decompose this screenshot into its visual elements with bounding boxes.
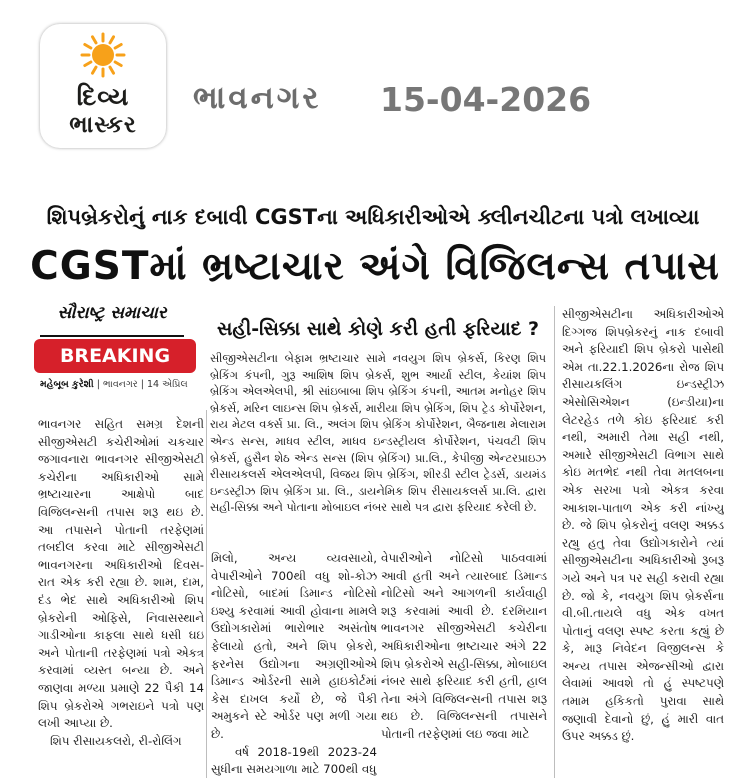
body-column-3: વેપારીઓને નોટિસો પાઠવવામાં આવી હતી અને ત્યારબાદ ડિમાન્ડ નોટિસો અને આગળની કાર્યવાહી શરૂ કરવામાં આવી છે. દરમિયાન ભાવનગર સીજીએસટી કચેરીના અધિકારીઓના ભ્રષ્ટાચાર અંગે 22 શિપ બ્રેકરોએ સહી-સિક્કા, મોબાઇલ નંબર સાથે ફરિયાદ કરી હતી, હાલ તેના અંગે વિજિલન્સની તપાસ શરૂ થઇ છે. વિજિલન્સની તપાસને પોતાની તરફેણમાં લઇ જવા માટે [381, 551, 547, 741]
col2-continuation: વર્ષ 2018-19થી 2023-24 સુધીના સમયગાળા માટે 700થી વધુ [211, 744, 377, 777]
col2-paragraph: મિલો, અન્ય વ્યવસાયો, વેપારીઓને 700થી વધુ શો-કોઝ નોટિસો, બાદમાં ડિમાન્ડ નોટિસો ઇશ્યુ કરવામાં આવી હોવાના મામલે ઉદ્યોગકારોમાં ભારોભાર અસંતોષ ફેલાયો હતો, અને શિપ બ્રેકરો, ફરનેસ ઉદ્યોગના અગ્રણીઓએ ડિમાન્ડ ઓર્ડરની સામે હાઇકોર્ટમાં કેસ દાખલ કર્યો છે, જે પૈકી અમુકને સ્ટે ઓર્ડર પણ મળી ગયા છે. [211, 551, 377, 741]
header-date: 15-04-2026 [380, 80, 592, 119]
col1-paragraph: ભાવનગર સહિત સમગ્ર દેશની સીજીએસટી કચેરીઓમાં ચકચાર જગાવનારા ભાવનગર સીજીએસટી કચેરીના અધિકારીઓ સામે ભ્રષ્ટાચારના આક્ષેપો બાદ વિજિલન્સની તપાસ શરૂ થઇ છે. આ તપાસને પોતાની તરફેણમાં તબદીલ કરવા માટે સીજીએસટી ભાવનગરના અધિકારીઓ દિવસ-રાત એક કરી રહ્યા છે. શામ, દામ, દંડ ભેદ સાથે અધિકારીઓ શિપ બ્રેકરોની ઓફિસે, નિવાસસ્થાને ગાડીઓના કાફલા સાથે ધસી ઘઇ અને પોતાની તરફેણમાં પત્રો એકત્ર કરવામાં વ્યસ્ત બન્યા છે. અને જાણવા મળ્યા પ્રમાણે 22 પૈકી 14 શિપ બ્રેકરોએ ગભરાઇને પત્રો પણ લખી આપ્યા છે. [38, 417, 204, 731]
header-city: ભાવનગર [193, 80, 322, 116]
sun-icon [80, 32, 126, 78]
body-column-4: સીજીએસટીના અધિકારીઓએ દિગ્ગજ શિપબ્રેકરનું નાક દબાવી અને ફરિયાદી શિપ બ્રેકરો પાસેથી એમ તા.22.1.2026ના રોજ શિપ રીસાયકલિંગ ઇન્ડસ્ટ્રીઝ એસોસિએશન (ઇન્ડીયા)ના લેટરહેડ તળે કોઇ ફરિયાદ કરી નથી, અમારી તેમા સહી નથી, અમારે સીજીએસટી વિભાગ સાથે કોઇ મતભેદ નથી તેવા મતલબના એક સરખા પત્રો એકત્ર કરવા આકાશ-પાતાળ એક કરી નાંખ્યુ છે. જે શિપ બ્રેકરોનું વલણ અક્કડ રહ્યુ હતુ તેવા ઉદ્યોગકારોને ત્યાં સીજીએસટીના અધિકારીઓ રૂબરૂ ગયે અને પત્ર પર સહી કરાવી રહ્યા છે. જો કે, નવયુગ શિપ બ્રેકર્સના વી.બી.તાયલે વધુ એક વખત પોતાનું વલણ સ્પષ્ટ કરતા કહ્યું છે કે, મારૂ નિવેદન વિજીલન્સ કે અન્ય તપાસ એજન્સીઓ દ્વારા લેવામાં આવશે તો હું સ્પષ્ટપણે તમામ હકિકતો પુરાવા સાથે જણાવી દેવાનો છું, હું મારી વાત ઉપર અક્કડ છું. [562, 307, 724, 744]
complainants-box: સીજીએસટીના બેફામ ભ્રષ્ટાચાર સામે નવયુગ શિપ બ્રેકર્સ, કિરણ શિપ બ્રેકિંગ કંપની, ગુરૂ આશિષ શિપ બ્રેકર્સ, શુભ આર્યા સ્ટીલ, કેયાંશ શિપ બ્રેકિંગ એલએલપી, શ્રી સાંઇબાબા શિપ બ્રેકિંગ કંપની, આતમ મનોહર શિપ બ્રેકર્સ, મરિન લાઇન્સ શિપ બ્રેકર્સ, મારીયા શિપ બ્રેકિંગ, શિપ ટ્રેડ કોર્પોરેશન, રાય મેટલ વર્ક્સ પ્રા. લિ., અલંગ શિપ બ્રેકિંગ કોર્પોરેશન, બૈજનાથ મેલારામ એન્ડ સન્સ, માધવ સ્ટીલ, માધવ ઇન્ડસ્ટ્રીયલ કોર્પોરેશન, પંચવટી શિપ બ્રેકર્સ, હુસૈન શેઠ એન્ડ સન્સ (શિપ બ્રેકિંગ) પ્રા.લિ., કેપીજી એન્ટરપ્રાઇઝ રીસાયકલર્સ એલએલપી, વિજય શિપ બ્રેકિંગ, શીરડી સ્ટીલ ટ્રેડર્સ, ડાયમંડ ઇન્ડસ્ટ્રીઝ શિપ બ્રેકિંગ પ્રા. લિ., ડાયનેમિક શિપ રીસાયકલર્સ પ્રા.લિ. દ્વારા સહી-સિક્કા અને પોતાના મોબાઇલ નંબર સાથે પત્ર દ્વારા ફરિયાદ કરેલી છે. [210, 352, 546, 515]
sun-ray [110, 67, 114, 73]
source-masthead: સૌરાષ્ટ્ર સમાચાર [40, 303, 184, 337]
byline-sep-1: | [96, 379, 103, 390]
logo-line-2: ભાસ્કર [69, 112, 137, 138]
divya-bhaskar-logo [40, 24, 166, 148]
sun-ray [115, 62, 121, 66]
sun-ray [110, 37, 114, 43]
body-column-2 [211, 550, 377, 778]
sun-ray [93, 67, 97, 73]
byline-date: 14 એપ્રિલ [147, 379, 188, 390]
body-column-1 [38, 416, 204, 778]
byline [40, 379, 210, 390]
article-headline: CGSTમાં ભ્રષ્ટાચાર અંગે વિજિલન્સ તપાસ [30, 244, 720, 289]
sun-ray [85, 45, 91, 49]
byline-sep-2: | [140, 379, 147, 390]
article-kicker: શિપબ્રેકરોનું નાક દબાવી CGSTના અધિકારીઓએ ક્લીનચીટના પત્રો લખાવ્યા [46, 205, 700, 229]
sun-ray [93, 37, 97, 43]
box-subhead: સહી-સિક્કા સાથે કોણે કરી હતી ફરિયાદ ? [216, 318, 540, 340]
column-divider [206, 410, 207, 778]
sun-ray [115, 45, 121, 49]
logo-line-1: દિવ્ય [76, 82, 130, 111]
byline-place: ભાવનગર [102, 379, 138, 390]
sun-ray [85, 62, 91, 66]
byline-author: મહેબૂબ કુરેશી [40, 379, 94, 390]
breaking-badge: BREAKING [34, 339, 196, 373]
column-divider [554, 306, 555, 778]
col1-continuation: શિપ રીસાયકલરો, રી-રોલિંગ [50, 733, 182, 748]
